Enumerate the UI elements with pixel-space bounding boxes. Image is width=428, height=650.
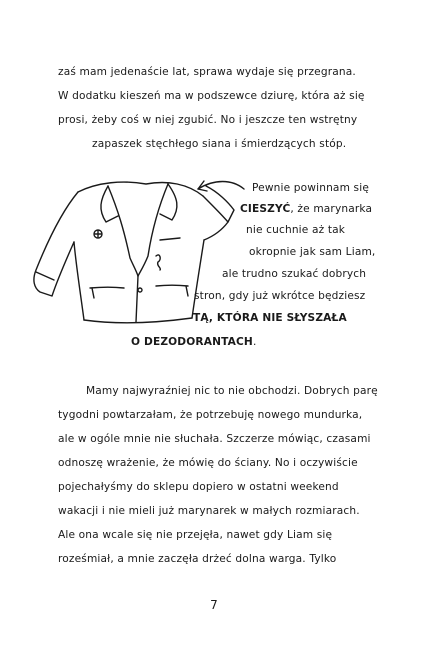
bottom-paragraph-line-7: Ale ona wcale się nie przejęła, nawet gdy Liam się	[58, 529, 333, 541]
bottom-paragraph-line-2: tygodni powtarzałam, że potrzebuję nowego mundurka,	[58, 409, 363, 421]
side-note-line-5: ale trudno szukać dobrych	[222, 268, 367, 280]
page-number: 7	[210, 598, 218, 612]
bottom-paragraph-line-8: roześmiał, a mnie zaczęła drżeć dolna warga. Tylko	[58, 553, 337, 565]
side-note-line-2	[240, 203, 372, 215]
bottom-paragraph-line-1: Mamy najwyraźniej nic to nie obchodzi. Dobrych parę	[86, 385, 378, 397]
bottom-paragraph-line-4: odnoszę wrażenie, że mówię do ściany. No i oczywiście	[58, 457, 358, 469]
side-note-emphasis-cieszyc: CIESZYĆ	[240, 203, 291, 215]
side-note-line-2-rest: , że marynarka	[290, 203, 373, 215]
side-note-emphasis-dezodorantach: O DEZODORANTACH	[131, 336, 253, 348]
top-paragraph-line-2: W dodatku kieszeń ma w podszewce dziurę, która aż się	[58, 90, 365, 102]
side-note-line-8	[131, 336, 256, 348]
top-paragraph-line-1: zaś mam jedenaście lat, sprawa wydaje się przegrana.	[58, 66, 356, 78]
side-note-line-4: okropnie jak sam Liam,	[249, 246, 376, 258]
side-note-line-1: Pewnie powinnam się	[252, 182, 369, 194]
top-paragraph-line-4: zapaszek stęchłego siana i śmierdzących stóp.	[92, 138, 347, 150]
bottom-paragraph-line-5: pojechałyśmy do sklepu dopiero w ostatni weekend	[58, 481, 339, 493]
side-note-line-3: nie cuchnie aż tak	[246, 224, 346, 236]
bottom-paragraph-line-6: wakacji i nie mieli już marynarek w małych rozmiarach.	[58, 505, 360, 517]
side-note-line-6: stron, gdy już wkrótce będziesz	[194, 290, 366, 302]
bottom-paragraph-line-3: ale w ogóle mnie nie słuchała. Szczerze mówiąc, czasami	[58, 433, 371, 445]
arrow-icon	[188, 175, 248, 205]
top-paragraph-line-3: prosi, żeby coś w niej zgubić. No i jeszcze ten wstrętny	[58, 114, 358, 126]
side-note-line-7: TĄ, KTÓRA NIE SŁYSZAŁA	[193, 312, 347, 324]
side-note-line-8-rest: .	[252, 336, 257, 348]
